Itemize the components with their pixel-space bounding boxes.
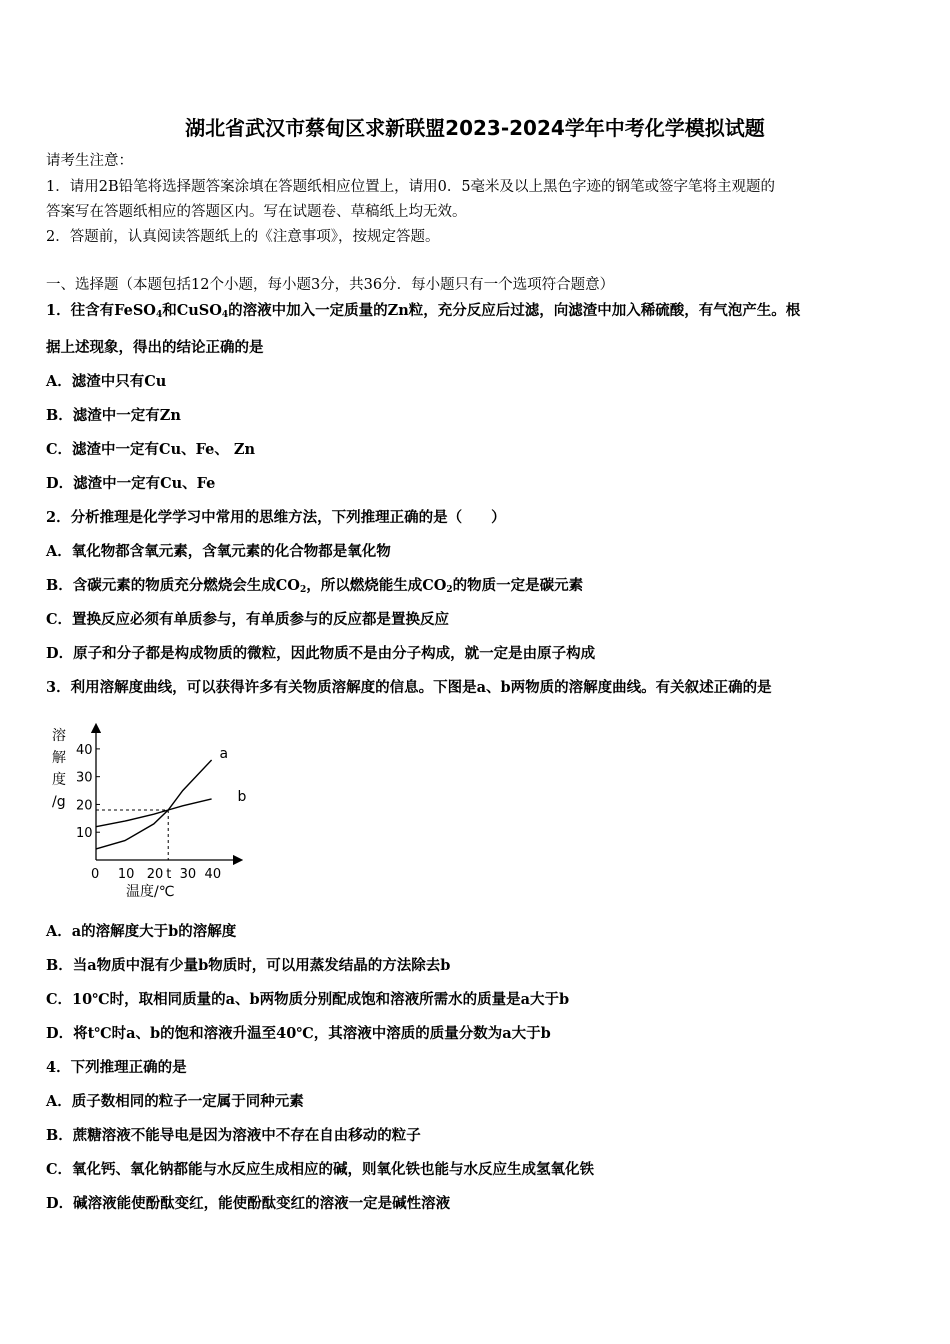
- q4-option-d: D．碱溶液能使酚酞变红，能使酚酞变红的溶液一定是碱性溶液: [46, 1195, 451, 1212]
- y-label-char-2: 度: [52, 772, 66, 788]
- notice-heading: 请考生注意：: [46, 153, 133, 169]
- y-label-char-0: 溶: [52, 728, 66, 744]
- q1-stem-suffix: 的溶液中加入一定质量的Zn粒，充分反应后过滤，向滤渣中加入稀硫酸，有气泡产生。根: [228, 302, 801, 319]
- q1-option-d: D．滤渣中一定有Cu、Fe: [46, 475, 216, 492]
- y-tick-label: 20: [76, 798, 93, 814]
- q1-cuso4: CuSO$_4$: [176, 302, 229, 320]
- x-tick-label: 10: [117, 867, 135, 882]
- q1-option-a: A．滤渣中只有Cu: [46, 373, 167, 390]
- series: [96, 746, 247, 860]
- y-tick-label: 40: [76, 742, 93, 758]
- q1-stem-prefix: 1．往含有: [46, 302, 115, 319]
- q4-stem: 4．下列推理正确的是: [46, 1059, 187, 1076]
- y-tick-label: 30: [76, 770, 93, 786]
- section-heading: 一、选择题（本题包括12个小题，每小题3分，共36分．每小题只有一个选项符合题意）: [46, 277, 615, 293]
- series-line-b: [96, 799, 212, 827]
- q3-stem: 3．利用溶解度曲线，可以获得许多有关物质溶解度的信息。下图是a、b两物质的溶解度曲线。有关叙述正确的是: [46, 679, 772, 696]
- q1-and: 和: [162, 302, 177, 319]
- x-tick-label: t: [166, 867, 172, 882]
- q2-stem: 2．分析推理是化学学习中常用的思维方法，下列推理正确的是（ ）: [46, 509, 506, 526]
- q2-option-a: A．氧化物都含氧元素，含氧元素的化合物都是氧化物: [46, 543, 391, 560]
- y-label-char-3: /g: [52, 794, 66, 810]
- q2-option-b: B．含碳元素的物质充分燃烧会生成$CO_2$，所以燃烧能生成$CO_2$的物质一定是碳元素: [46, 577, 584, 595]
- q3-option-c: C．10℃时，取相同质量的a、b两物质分别配成饱和溶液所需水的质量是a大于b: [46, 991, 570, 1008]
- q1-stem-line-1: [46, 302, 800, 324]
- y-label-char-1: 解: [52, 750, 66, 766]
- axis-ticks: [76, 743, 221, 882]
- x-tick-label: 40: [204, 867, 222, 882]
- series-line-a: [96, 760, 212, 849]
- x-tick-label: 0: [91, 867, 100, 882]
- solubility-chart: [40, 720, 260, 900]
- q1-option-c: C．滤渣中一定有Cu、Fe、 Zn: [46, 441, 256, 458]
- q1-option-b: B．滤渣中一定有Zn: [46, 407, 181, 424]
- q2-option-d: D．原子和分子都是构成物质的微粒，因此物质不是由分子构成，就一定是由原子构成: [46, 645, 596, 662]
- q3-option-a: A．a的溶解度大于b的溶解度: [46, 923, 237, 940]
- q3-option-b: B．当a物质中混有少量b物质时，可以用蒸发结晶的方法除去b: [46, 957, 451, 974]
- x-axis-label: 温度/℃: [126, 884, 175, 900]
- q2-option-c: C．置换反应必须有单质参与，有单质参与的反应都是置换反应: [46, 611, 450, 628]
- notice-item-2: 2．答题前，认真阅读答题纸上的《注意事项》，按规定答题。: [46, 229, 440, 245]
- q1-feso4: FeSO$_4$: [114, 302, 163, 320]
- y-axis-label: [52, 727, 66, 810]
- series-label-b: b: [237, 788, 247, 805]
- page-title: 湖北省武汉市蔡甸区求新联盟2023-2024学年中考化学模拟试题: [185, 116, 765, 140]
- axes: [96, 728, 238, 860]
- q3-option-d: D．将t℃时a、b的饱和溶液升温至40℃，其溶液中溶质的质量分数为a大于b: [46, 1025, 551, 1042]
- notice-item-1-line-1: 1．请用2B铅笔将选择题答案涂填在答题纸相应位置上，请用0．5毫米及以上黑色字迹的钢笔或签字笔将主观题的: [46, 179, 776, 195]
- series-label-a: a: [219, 746, 229, 762]
- q4-option-c: C．氧化钙、氧化钠都能与水反应生成相应的碱，则氧化铁也能与水反应生成氢氧化铁: [46, 1161, 595, 1178]
- y-tick-label: 10: [76, 826, 93, 842]
- x-tick-label: 20: [146, 867, 164, 882]
- q4-option-a: A．质子数相同的粒子一定属于同种元素: [46, 1093, 304, 1110]
- q1-stem-line-2: 据上述现象，得出的结论正确的是: [46, 339, 264, 356]
- x-tick-label: 30: [179, 867, 197, 882]
- notice-item-1-line-2: 答案写在答题纸相应的答题区内。写在试题卷、草稿纸上均无效。: [46, 204, 467, 220]
- q4-option-b: B．蔗糖溶液不能导电是因为溶液中不存在自由移动的粒子: [46, 1127, 421, 1144]
